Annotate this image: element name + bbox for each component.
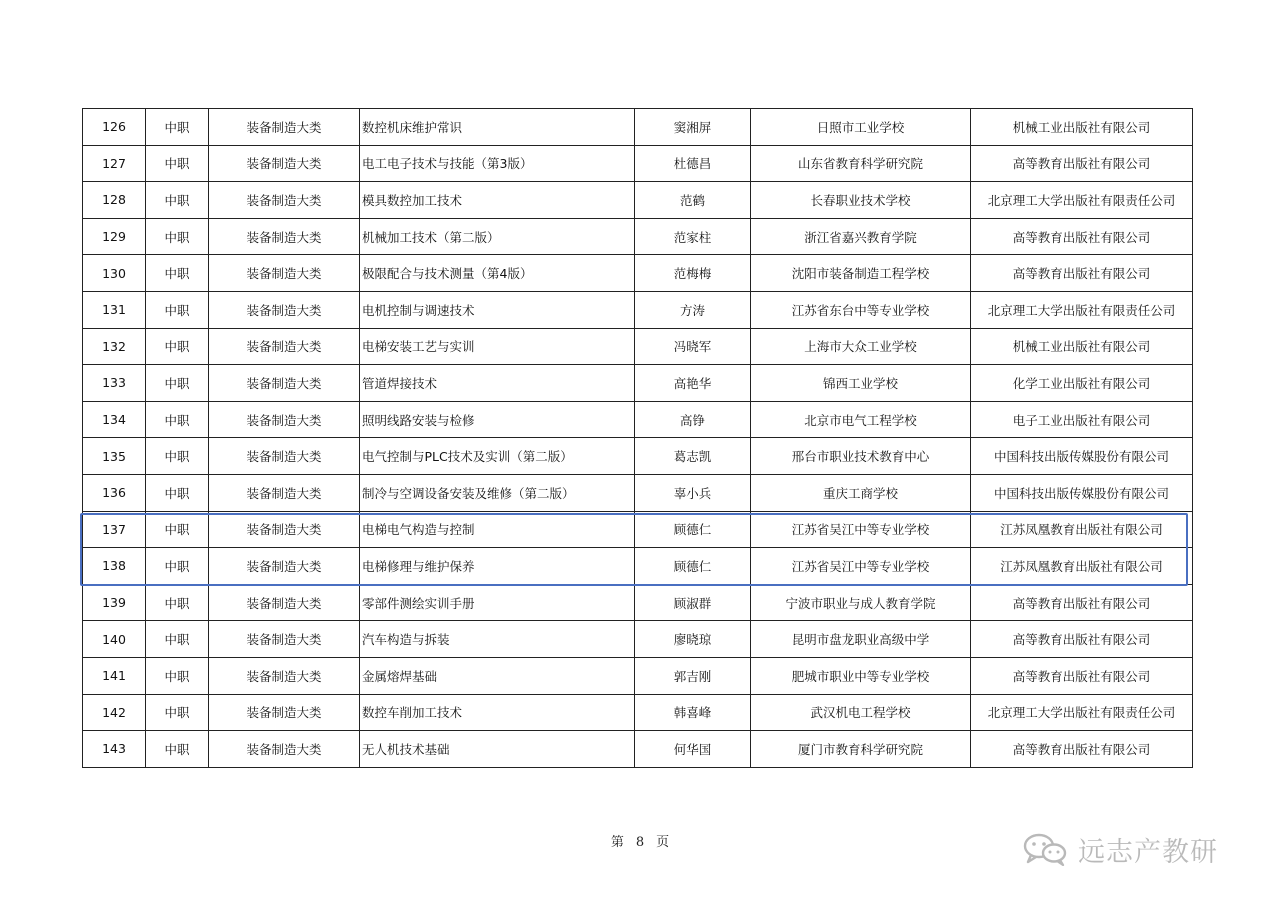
cell-author: 范梅梅 (635, 255, 751, 292)
cell-title: 数控机床维护常识 (360, 109, 635, 146)
table-row (83, 328, 1193, 365)
cell-title: 机械加工技术（第二版） (360, 218, 635, 255)
cell-category: 装备制造大类 (209, 182, 360, 219)
cell-title: 极限配合与技术测量（第4版） (360, 255, 635, 292)
cell-level: 中职 (146, 438, 209, 475)
table-row (83, 694, 1193, 731)
cell-publisher: 北京理工大学出版社有限责任公司 (971, 291, 1193, 328)
cell-category: 装备制造大类 (209, 511, 360, 548)
cell-title: 电机控制与调速技术 (360, 291, 635, 328)
table-row (83, 548, 1193, 585)
cell-school: 厦门市教育科学研究院 (751, 731, 971, 768)
page-number: 8 (635, 835, 645, 850)
cell-publisher: 江苏凤凰教育出版社有限公司 (971, 511, 1193, 548)
table-row (83, 145, 1193, 182)
table-row (83, 291, 1193, 328)
cell-category: 装备制造大类 (209, 548, 360, 585)
cell-author: 何华国 (635, 731, 751, 768)
cell-level: 中职 (146, 255, 209, 292)
page-prefix: 第 (610, 835, 624, 850)
cell-category: 装备制造大类 (209, 657, 360, 694)
cell-category: 装备制造大类 (209, 291, 360, 328)
page-suffix: 页 (656, 835, 670, 850)
cell-publisher: 高等教育出版社有限公司 (971, 218, 1193, 255)
cell-title: 电工电子技术与技能（第3版） (360, 145, 635, 182)
cell-level: 中职 (146, 731, 209, 768)
cell-level: 中职 (146, 511, 209, 548)
cell-title: 零部件测绘实训手册 (360, 584, 635, 621)
cell-number: 142 (83, 694, 146, 731)
cell-number: 130 (83, 255, 146, 292)
cell-level: 中职 (146, 109, 209, 146)
cell-title: 电梯安装工艺与实训 (360, 328, 635, 365)
cell-number: 136 (83, 474, 146, 511)
cell-publisher: 中国科技出版传媒股份有限公司 (971, 438, 1193, 475)
cell-number: 140 (83, 621, 146, 658)
cell-publisher: 高等教育出版社有限公司 (971, 255, 1193, 292)
cell-category: 装备制造大类 (209, 621, 360, 658)
cell-school: 锦西工业学校 (751, 365, 971, 402)
cell-school: 肥城市职业中等专业学校 (751, 657, 971, 694)
cell-author: 韩喜峰 (635, 694, 751, 731)
cell-publisher: 北京理工大学出版社有限责任公司 (971, 182, 1193, 219)
cell-school: 山东省教育科学研究院 (751, 145, 971, 182)
cell-level: 中职 (146, 548, 209, 585)
table-row (83, 218, 1193, 255)
cell-level: 中职 (146, 621, 209, 658)
cell-title: 照明线路安装与检修 (360, 401, 635, 438)
cell-category: 装备制造大类 (209, 365, 360, 402)
cell-number: 135 (83, 438, 146, 475)
cell-school: 长春职业技术学校 (751, 182, 971, 219)
cell-title: 电气控制与PLC技术及实训（第二版） (360, 438, 635, 475)
cell-author: 顾德仁 (635, 511, 751, 548)
cell-number: 134 (83, 401, 146, 438)
cell-school: 上海市大众工业学校 (751, 328, 971, 365)
cell-number: 132 (83, 328, 146, 365)
cell-title: 电梯修理与维护保养 (360, 548, 635, 585)
cell-category: 装备制造大类 (209, 474, 360, 511)
cell-title: 无人机技术基础 (360, 731, 635, 768)
cell-level: 中职 (146, 401, 209, 438)
cell-number: 141 (83, 657, 146, 694)
cell-author: 杜德昌 (635, 145, 751, 182)
cell-title: 模具数控加工技术 (360, 182, 635, 219)
cell-category: 装备制造大类 (209, 401, 360, 438)
cell-category: 装备制造大类 (209, 731, 360, 768)
cell-title: 管道焊接技术 (360, 365, 635, 402)
cell-number: 127 (83, 145, 146, 182)
cell-publisher: 机械工业出版社有限公司 (971, 109, 1193, 146)
cell-publisher: 中国科技出版传媒股份有限公司 (971, 474, 1193, 511)
cell-number: 128 (83, 182, 146, 219)
cell-school: 江苏省东台中等专业学校 (751, 291, 971, 328)
cell-author: 辜小兵 (635, 474, 751, 511)
cell-level: 中职 (146, 474, 209, 511)
cell-author: 范鹤 (635, 182, 751, 219)
cell-author: 范家柱 (635, 218, 751, 255)
cell-school: 日照市工业学校 (751, 109, 971, 146)
cell-category: 装备制造大类 (209, 584, 360, 621)
table-row (83, 621, 1193, 658)
cell-school: 沈阳市装备制造工程学校 (751, 255, 971, 292)
cell-publisher: 高等教育出版社有限公司 (971, 621, 1193, 658)
cell-publisher: 高等教育出版社有限公司 (971, 584, 1193, 621)
cell-publisher: 电子工业出版社有限公司 (971, 401, 1193, 438)
table-row (83, 255, 1193, 292)
cell-category: 装备制造大类 (209, 218, 360, 255)
cell-category: 装备制造大类 (209, 255, 360, 292)
table-row (83, 657, 1193, 694)
cell-number: 126 (83, 109, 146, 146)
cell-author: 葛志凯 (635, 438, 751, 475)
wechat-icon (1022, 832, 1068, 866)
cell-author: 高铮 (635, 401, 751, 438)
table-row (83, 731, 1193, 768)
cell-level: 中职 (146, 145, 209, 182)
cell-number: 131 (83, 291, 146, 328)
cell-category: 装备制造大类 (209, 328, 360, 365)
cell-publisher: 化学工业出版社有限公司 (971, 365, 1193, 402)
cell-category: 装备制造大类 (209, 694, 360, 731)
cell-author: 廖晓琼 (635, 621, 751, 658)
cell-school: 邢台市职业技术教育中心 (751, 438, 971, 475)
table-row (83, 474, 1193, 511)
cell-school: 武汉机电工程学校 (751, 694, 971, 731)
cell-number: 133 (83, 365, 146, 402)
cell-publisher: 高等教育出版社有限公司 (971, 145, 1193, 182)
cell-level: 中职 (146, 657, 209, 694)
cell-number: 137 (83, 511, 146, 548)
cell-publisher: 江苏凤凰教育出版社有限公司 (971, 548, 1193, 585)
cell-author: 方涛 (635, 291, 751, 328)
cell-school: 浙江省嘉兴教育学院 (751, 218, 971, 255)
cell-author: 郭吉刚 (635, 657, 751, 694)
cell-level: 中职 (146, 182, 209, 219)
cell-level: 中职 (146, 291, 209, 328)
cell-school: 昆明市盘龙职业高级中学 (751, 621, 971, 658)
cell-number: 129 (83, 218, 146, 255)
table-row (83, 584, 1193, 621)
cell-school: 江苏省吴江中等专业学校 (751, 511, 971, 548)
cell-category: 装备制造大类 (209, 145, 360, 182)
cell-publisher: 高等教育出版社有限公司 (971, 657, 1193, 694)
cell-school: 江苏省吴江中等专业学校 (751, 548, 971, 585)
cell-title: 汽车构造与拆装 (360, 621, 635, 658)
cell-level: 中职 (146, 365, 209, 402)
cell-school: 重庆工商学校 (751, 474, 971, 511)
table-row (83, 109, 1193, 146)
cell-number: 139 (83, 584, 146, 621)
cell-title: 电梯电气构造与控制 (360, 511, 635, 548)
cell-number: 143 (83, 731, 146, 768)
cell-publisher: 机械工业出版社有限公司 (971, 328, 1193, 365)
table-body (83, 109, 1193, 768)
table-row (83, 401, 1193, 438)
cell-publisher: 北京理工大学出版社有限责任公司 (971, 694, 1193, 731)
cell-title: 数控车削加工技术 (360, 694, 635, 731)
cell-level: 中职 (146, 584, 209, 621)
cell-author: 窦湘屏 (635, 109, 751, 146)
cell-author: 冯晓军 (635, 328, 751, 365)
cell-author: 顾淑群 (635, 584, 751, 621)
cell-publisher: 高等教育出版社有限公司 (971, 731, 1193, 768)
watermark (1022, 829, 1218, 869)
cell-level: 中职 (146, 218, 209, 255)
table-row (83, 511, 1193, 548)
cell-title: 制冷与空调设备安装及维修（第二版） (360, 474, 635, 511)
table-row (83, 365, 1193, 402)
cell-author: 顾德仁 (635, 548, 751, 585)
cell-category: 装备制造大类 (209, 438, 360, 475)
cell-school: 北京市电气工程学校 (751, 401, 971, 438)
cell-school: 宁波市职业与成人教育学院 (751, 584, 971, 621)
table-row (83, 182, 1193, 219)
textbook-table (82, 108, 1193, 768)
cell-level: 中职 (146, 694, 209, 731)
watermark-text: 远志产教研 (1078, 836, 1218, 868)
cell-author: 高艳华 (635, 365, 751, 402)
cell-level: 中职 (146, 328, 209, 365)
cell-category: 装备制造大类 (209, 109, 360, 146)
table-row (83, 438, 1193, 475)
cell-title: 金属熔焊基础 (360, 657, 635, 694)
cell-number: 138 (83, 548, 146, 585)
